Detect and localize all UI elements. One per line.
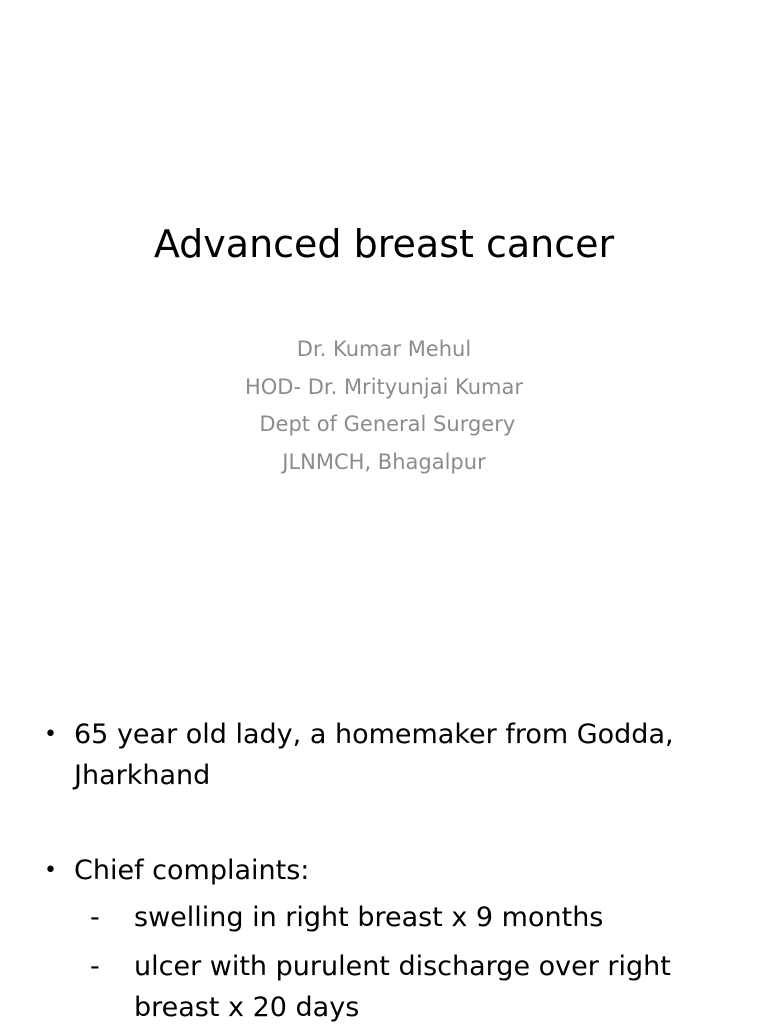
slide-subtitle [0, 331, 768, 481]
subtitle-line-hod: HOD- Dr. Mrityunjai Kumar [244, 374, 524, 399]
bullet-icon: • [44, 722, 57, 747]
bullet-item-complaints [44, 850, 734, 1024]
slide-title: Advanced breast cancer [153, 222, 615, 266]
bullet-text: 65 year old lady, a homemaker from Godda, Jharkhand [74, 719, 674, 791]
subtitle-line-institution: JLNMCH, Bhagalpur [282, 449, 486, 474]
case-slide [0, 576, 768, 1024]
subtitle-line-department: Dept of General Surgery [252, 412, 516, 436]
sub-bullet-item [90, 946, 734, 1024]
sub-bullet-text: ulcer with purulent discharge over right breast x 20 days [134, 951, 671, 1023]
sub-bullet-item [90, 897, 734, 938]
bullet-list [44, 714, 734, 1024]
bullet-icon: • [44, 858, 57, 883]
bullet-text: Chief complaints: [74, 855, 310, 886]
dash-icon: - [90, 902, 100, 933]
subtitle-line-author: Dr. Kumar Mehul [296, 337, 472, 361]
bullet-item-patient [44, 714, 734, 796]
sub-bullet-text: swelling in right breast x 9 months [134, 902, 604, 933]
dash-icon: - [90, 951, 100, 982]
sub-bullet-list [74, 897, 734, 1024]
